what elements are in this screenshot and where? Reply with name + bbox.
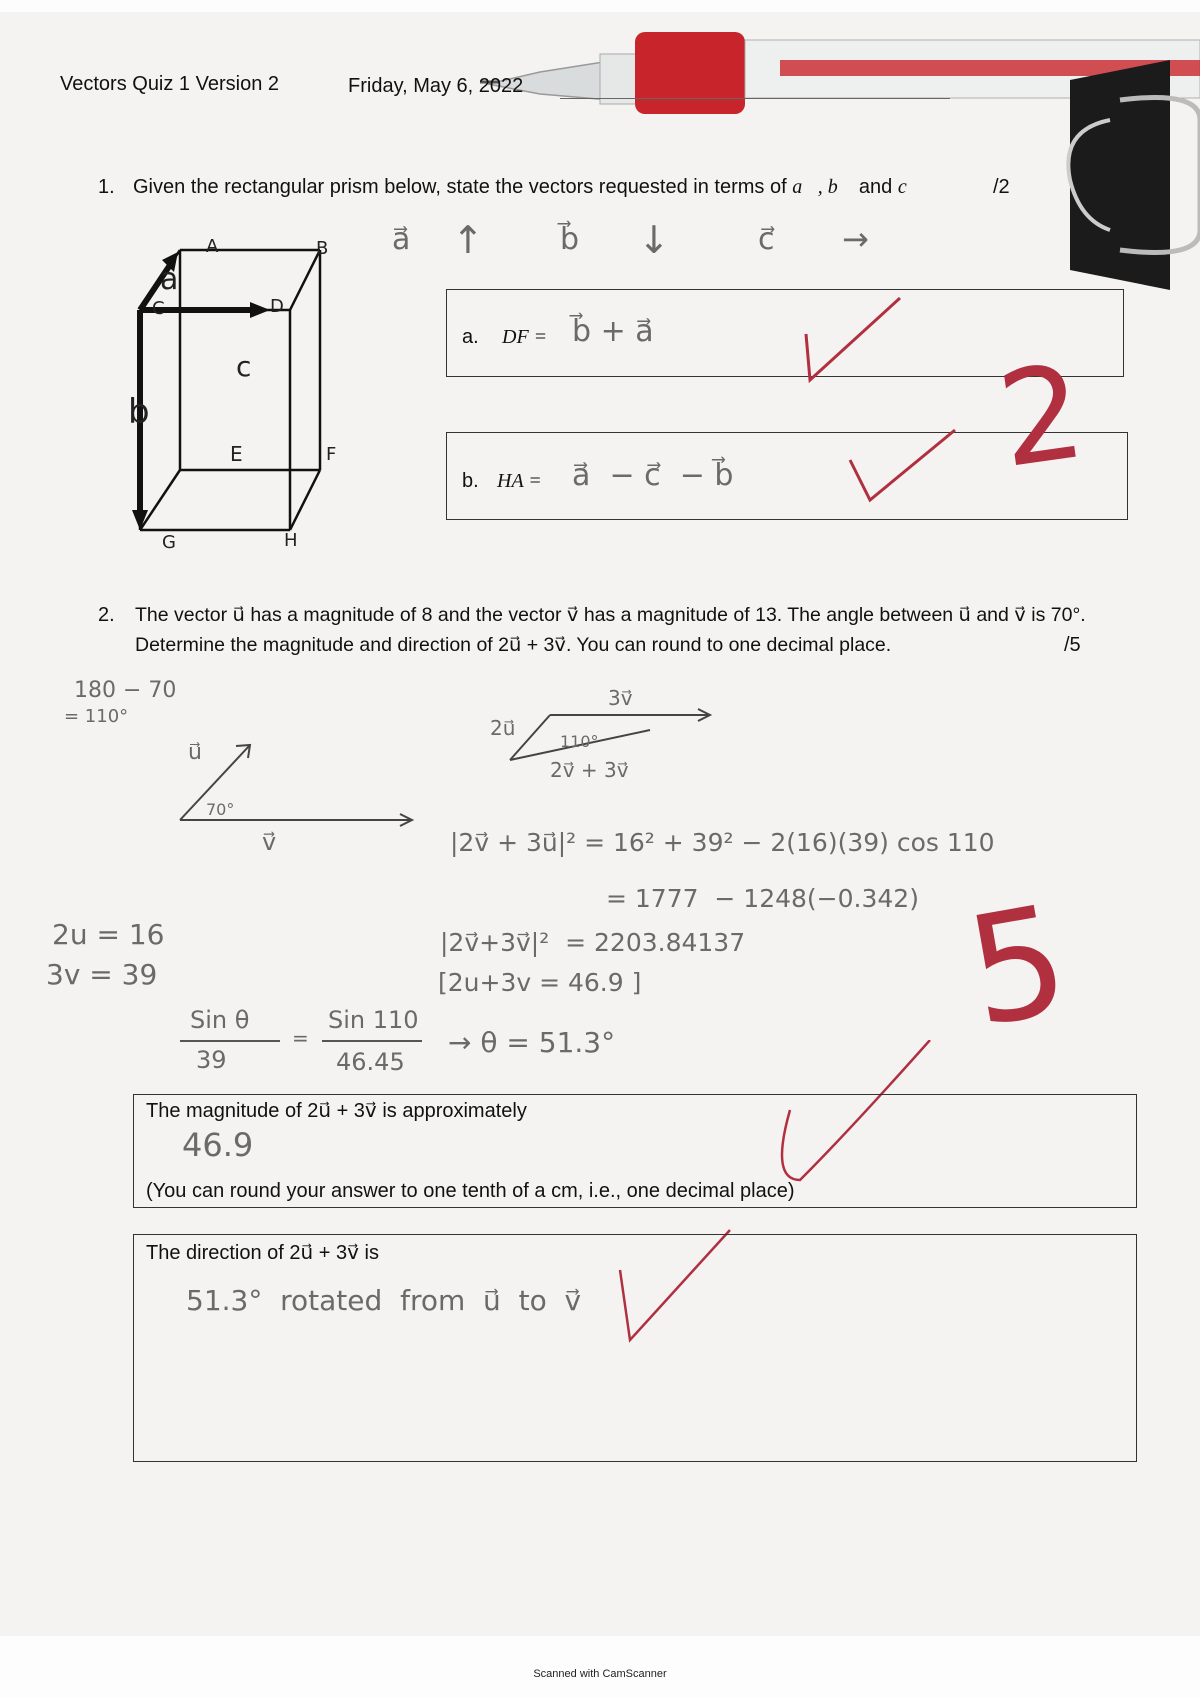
triangle-3v: 3v⃗ bbox=[608, 686, 633, 710]
triangle-2u: 2u⃗ bbox=[490, 716, 516, 740]
prism-label-b: b bbox=[128, 392, 150, 432]
work-eq3: |2v⃗+3v⃗|² = 2203.84137 bbox=[440, 928, 746, 957]
prism-label-E: E bbox=[230, 442, 243, 466]
binder-clip-image bbox=[1050, 60, 1200, 300]
q1-part-a-label: a. bbox=[462, 326, 479, 348]
work-angle1: 180 − 70 bbox=[74, 678, 177, 703]
sine-bar-right bbox=[322, 1040, 422, 1042]
legend-b: b⃗ bbox=[560, 222, 580, 257]
q2-line1: The vector u⃗ has a magnitude of 8 and the vector v⃗ has a magnitude of 13. The angle between u⃗ and v⃗ is 70°. bbox=[135, 604, 1086, 626]
q1-prompt bbox=[133, 172, 922, 202]
legend-b-arrow: ↓ bbox=[638, 218, 670, 262]
prism-label-F: F bbox=[326, 444, 337, 465]
q1-prompt-text: Given the rectangular prism below, state the vectors requested in terms of bbox=[133, 176, 793, 198]
q1-prompt-and: and bbox=[853, 176, 898, 198]
sine-den-right: 46.45 bbox=[336, 1048, 405, 1076]
q2-grade: 5 bbox=[955, 873, 1080, 1061]
work-eq4: [2u+3v = 46.9 ] bbox=[438, 968, 642, 997]
q1-part-b-expr: HA = bbox=[497, 470, 542, 492]
work-theta: → θ = 51.3° bbox=[448, 1026, 616, 1059]
direction-prompt: The direction of 2u⃗ + 3v⃗ is bbox=[146, 1242, 379, 1264]
work-angle2: = 110° bbox=[64, 706, 129, 727]
q1-prompt-c: c⃗ bbox=[897, 176, 923, 198]
prism-label-D: D bbox=[270, 296, 284, 317]
direction-box bbox=[133, 1234, 1137, 1462]
sketch-angle70: 70° bbox=[206, 800, 235, 819]
triangle-110: 110° bbox=[560, 732, 599, 751]
q2-marks: /5 bbox=[1064, 634, 1081, 656]
sketch-v-label: v⃗ bbox=[262, 828, 277, 856]
prism-label-B: B bbox=[316, 238, 329, 259]
sine-num-right: Sin 110 bbox=[328, 1006, 419, 1034]
sine-den-left: 39 bbox=[196, 1046, 227, 1074]
sketch-u-label: u⃗ bbox=[188, 740, 202, 765]
magnitude-prompt: The magnitude of 2u⃗ + 3v⃗ is approximately bbox=[146, 1100, 527, 1122]
direction-answer[interactable]: 51.3° rotated from u⃗ to v⃗ bbox=[186, 1284, 582, 1317]
header-underline bbox=[560, 98, 950, 99]
sine-num-left: Sin θ bbox=[190, 1006, 250, 1034]
prism-label-A: A bbox=[206, 236, 219, 257]
magnitude-note: (You can round your answer to one tenth of a cm, i.e., one decimal place) bbox=[146, 1180, 795, 1202]
scanner-footer: Scanned with CamScanner bbox=[533, 1668, 667, 1680]
uv-sketch bbox=[170, 730, 420, 840]
sine-eq: = bbox=[292, 1026, 309, 1050]
q1-part-b-label: b. bbox=[462, 470, 479, 492]
work-3v: 3v = 39 bbox=[46, 958, 158, 991]
triangle-sum: 2v⃗ + 3v⃗ bbox=[550, 758, 629, 782]
q2-number: 2. bbox=[98, 604, 115, 626]
q2-line2: Determine the magnitude and direction of 2u⃗ + 3v⃗. You can round to one decimal place. bbox=[135, 634, 892, 656]
q1-part-a-answer[interactable]: b⃗ + a⃗ bbox=[572, 314, 654, 349]
prism-label-C: C bbox=[152, 298, 165, 319]
prism-label-G: G bbox=[162, 532, 176, 553]
quiz-date: Friday, May 6, 2022 bbox=[348, 75, 524, 97]
legend-a: a⃗ bbox=[392, 222, 411, 257]
q1-marks: /2 bbox=[993, 176, 1010, 198]
magnitude-answer[interactable]: 46.9 bbox=[182, 1126, 254, 1164]
q1-number: 1. bbox=[98, 176, 115, 198]
quiz-title: Vectors Quiz 1 Version 2 bbox=[60, 73, 280, 95]
sine-bar-left bbox=[180, 1040, 280, 1042]
legend-c-arrow: → bbox=[842, 220, 869, 258]
legend-a-arrow: ↑ bbox=[452, 218, 484, 262]
q1-part-a-expr: DF = bbox=[502, 326, 548, 348]
prism-label-c: c bbox=[236, 350, 252, 383]
work-2u: 2u = 16 bbox=[52, 918, 165, 951]
q1-prompt-vars: a⃗, b⃗ bbox=[792, 176, 854, 198]
prism-label-a: a bbox=[160, 262, 179, 297]
legend-c: c⃗ bbox=[758, 222, 775, 257]
q1-part-b-answer[interactable]: a⃗ − c⃗ − b⃗ bbox=[572, 458, 734, 493]
work-eq1: |2v⃗ + 3u⃗|² = 16² + 39² − 2(16)(39) cos 110 bbox=[450, 828, 995, 857]
q1-grade: 2 bbox=[989, 334, 1093, 498]
work-eq2: = 1777 − 1248(−0.342) bbox=[606, 884, 919, 913]
prism-label-H: H bbox=[284, 530, 298, 551]
